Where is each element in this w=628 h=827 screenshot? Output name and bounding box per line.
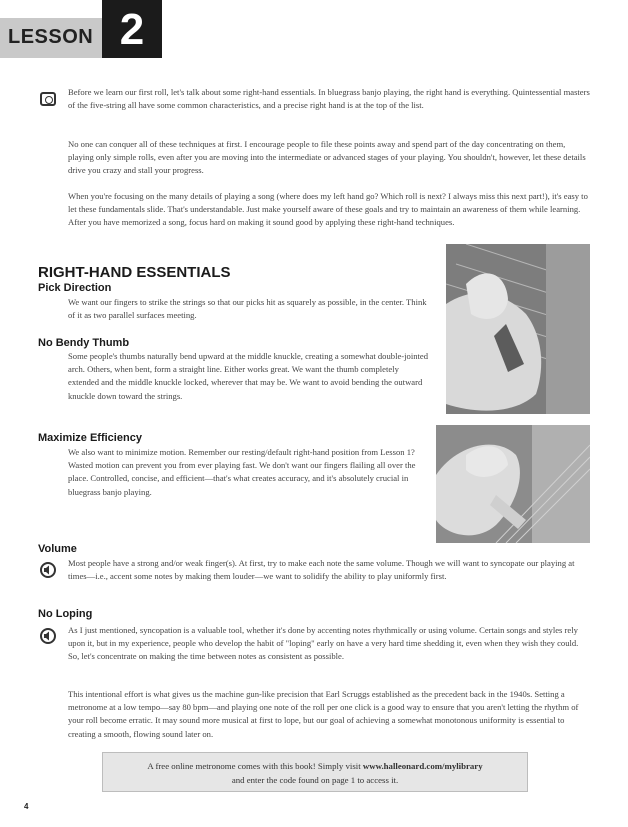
section-title: RIGHT-HAND ESSENTIALS <box>38 264 231 281</box>
heading-pick-direction: Pick Direction <box>38 282 112 294</box>
heading-volume: Volume <box>38 543 77 555</box>
audio-icon <box>40 628 56 644</box>
no-loping-text-2: This intentional effort is what gives us the machine gun-like precision that Earl Scruggs established as the precedent back in the 1940s. Setting a metronome at a low tempo—say 80 bpm—and playing one note of the roll per one click is a good way to ensure that you aren't letting the rhythm of your roll become erratic. It may sound more musical at first to lope, but our goal of achieving a somewhat monotonous uniformity is essential to creating a smooth, flowing sound later on. <box>68 689 579 739</box>
heading-no-loping: No Loping <box>38 608 93 620</box>
lesson-label: LESSON <box>8 26 94 48</box>
heading-maximize-efficiency: Maximize Efficiency <box>38 432 142 444</box>
photo-fingers-on-strings <box>436 425 590 543</box>
lesson-number: 2 <box>119 5 145 54</box>
no-loping-text-1: As I just mentioned, syncopation is a valuable tool, whether it's done by accenting notes rhythmically or using volume. Certain songs and styles rely upon it, but in my experience, people who develop the habit of "loping" early on have a very hard time shedding it, even when they wish they could. So, let's concentrate on making the time between notes as consistent as possible. <box>68 625 579 662</box>
audio-icon <box>40 562 56 578</box>
heading-no-bendy-thumb: No Bendy Thumb <box>38 337 130 349</box>
metronome-notice <box>102 752 528 792</box>
page-number: 4 <box>24 802 29 811</box>
maximize-efficiency-text: We also want to minimize motion. Remember our resting/default right-hand position from Lesson 1? Wasted motion can prevent you from ever playing fast. We don't want our fingers flailing all over the place. Controlled, concise, and efficient—that's what creates accuracy, and it's absolutely crucial in bluegrass banjo playing. <box>68 447 416 497</box>
no-bendy-thumb-text: Some people's thumbs naturally bend upward at the middle knuckle, creating a somewhat double-jointed arch. Others, when bent, form a straight line. Either works great. We want the thumb completely extended and the middle knuckle locked, wherever that may be. We want to avoid bending the outward knuckle down toward the strings. <box>68 351 429 401</box>
volume-text: Most people have a strong and/or weak finger(s). At first, try to make each note the same volume. Though we will want to syncopate our playing at times—i.e., accent some notes by making them louder—we want to solidify the ability to play uniformly first. <box>68 558 575 582</box>
notice-url-link[interactable]: www.halleonard.com/mylibrary <box>362 761 483 771</box>
pick-direction-text: We want our fingers to strike the strings so that our picks hit as squarely as possible, in the center. Think of it as two parallel surfaces meeting. <box>68 297 427 321</box>
video-icon <box>40 92 56 106</box>
intro-paragraph-2: No one can conquer all of these techniques at first. I encourage people to file these points away and spend part of the day concentrating on them, playing only simple rolls, even after you are moving into the intermediate or advanced stages of your playing. You shouldn't, however, let these details drive you crazy and stall your progress. <box>68 139 586 176</box>
notice-text-line2: and enter the code found on page 1 to access it. <box>231 775 399 785</box>
photo-thumb-on-strings <box>446 244 590 414</box>
intro-paragraph-3: When you're focusing on the many details of playing a song (where does my left hand go? Which roll is next? I always miss this next part!), it's easy to let these fundamentals slide. That's understandable. Just make yourself aware of these goals and try to maintain an awareness of them while learning. After you have memorized a song, focus hard on making it sound good by applying these right-hand techniques. <box>68 191 588 228</box>
intro-paragraph-1: Before we learn our first roll, let's talk about some right-hand essentials. In bluegrass banjo playing, the right hand is everything. Quintessential masters of the five-string all have some common characteristics, and a precise right hand is at the top of the list. <box>68 87 590 111</box>
notice-text: A free online metronome comes with this book! Simply visit <box>147 761 363 771</box>
